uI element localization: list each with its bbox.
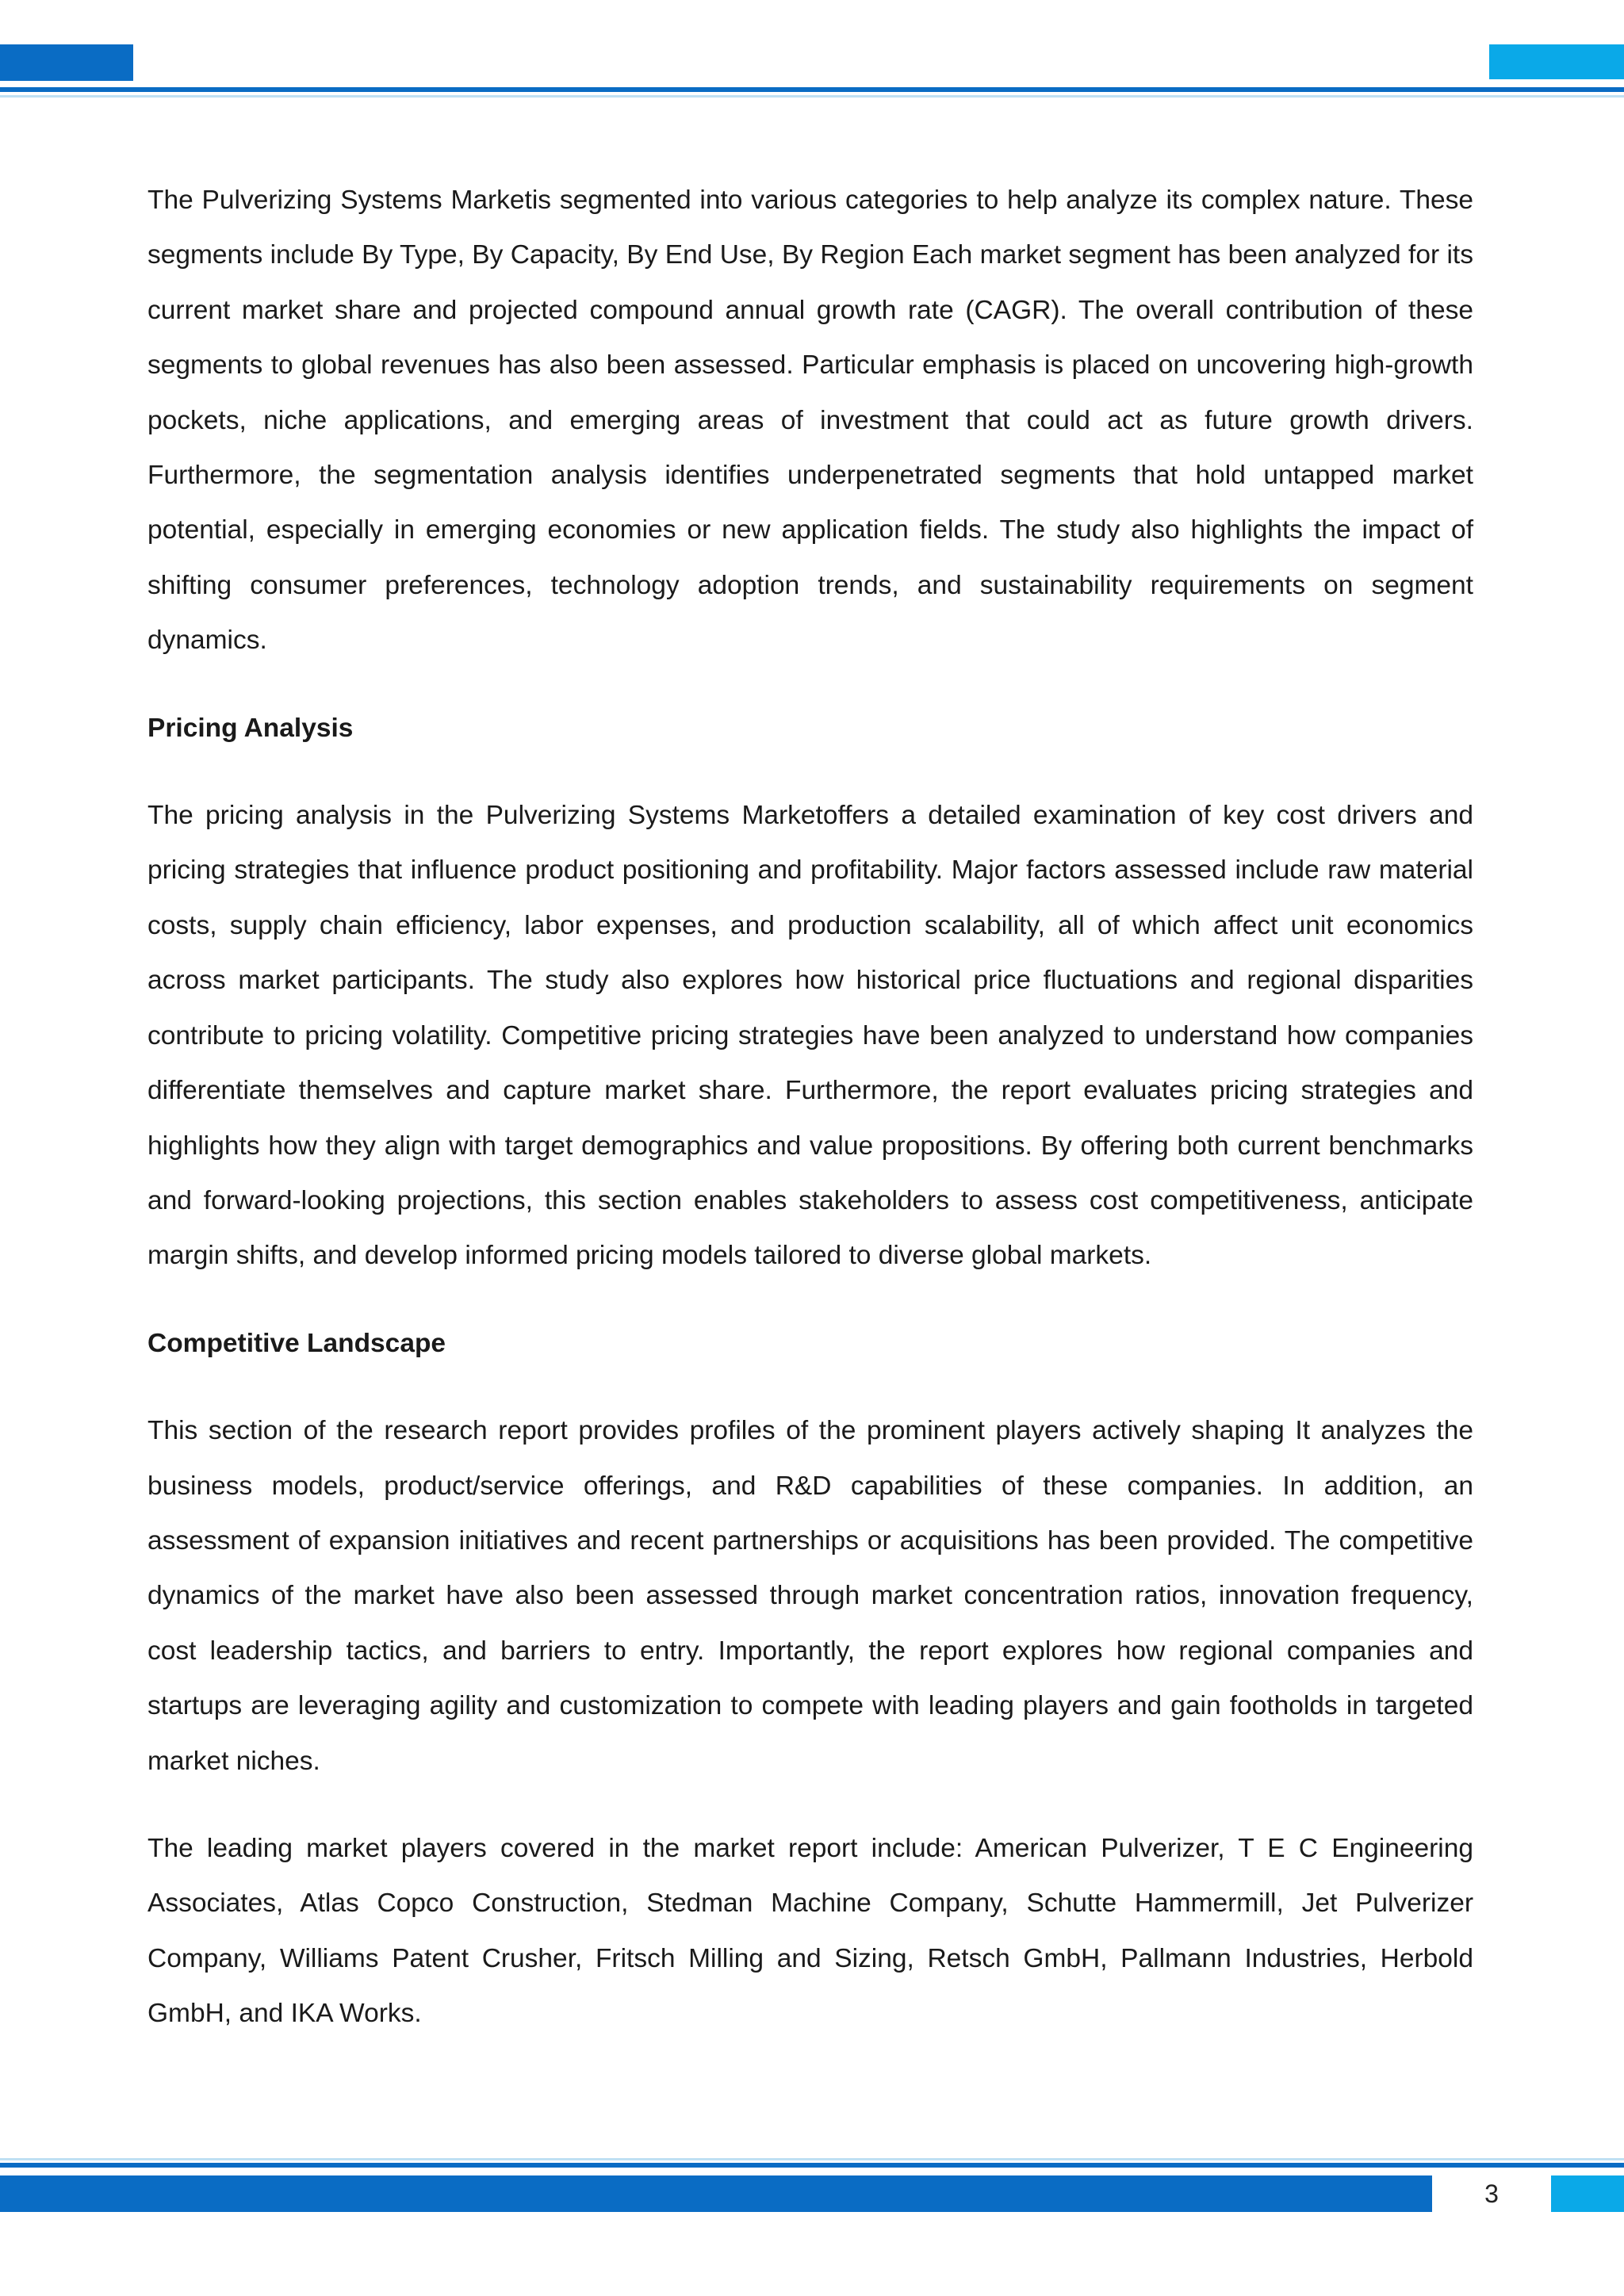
competitive-landscape-heading: Competitive Landscape [147,1328,446,1358]
header-accent-right [1489,44,1624,79]
footer-rule-light [0,2158,1624,2160]
footer-accent-right [1551,2175,1624,2212]
footer-rule [0,2163,1624,2168]
competitive-landscape-paragraph: This section of the research report provides profiles of the prominent players actively shaping It analyzes the business models, product/service offerings, and R&D capabilities of these companies. In addition, an assessment of expansion initiatives and recent partnerships or acquisitions has been provided. The competitive dynamics of the market have also been assessed through market concentration ratios, innovation frequency, cost leadership tactics, and barriers to entry. Importantly, the report explores how regional companies and startups are leveraging agility and customization to compete with leading players and gain footholds in targeted market niches. [147,1416,1473,1776]
page-number: 3 [1484,2179,1499,2208]
footer-accent-bar [0,2175,1432,2212]
pricing-analysis-heading: Pricing Analysis [147,713,354,743]
intro-paragraph: The Pulverizing Systems Marketis segmented into various categories to help analyze its complex nature. These segments include By Type, By Capacity, By End Use, By Region Each market segment has been analyzed for its current market share and projected compound annual growth rate (CAGR). The overall contribution of these segments to global revenues has also been assessed. Particular emphasis is placed on uncovering high-growth pockets, niche applications, and emerging areas of investment that could act as future growth drivers. Furthermore, the segmentation analysis identifies underpenetrated segments that hold untapped market potential, especially in emerging economies or new application fields. The study also highlights the impact of shifting consumer preferences, technology adoption trends, and sustainability requirements on segment dynamics. [147,186,1473,656]
header-rule-light [0,95,1624,98]
pricing-analysis-paragraph: The pricing analysis in the Pulverizing Systems Marketoffers a detailed examination of key cost drivers and pricing strategies that influence product positioning and profitability. Major factors assessed include raw material costs, supply chain efficiency, labor expenses, and production scalability, all of which affect unit economics across market participants. The study also explores how historical price fluctuations and regional disparities contribute to pricing volatility. Competitive pricing strategies have been analyzed to understand how companies differentiate themselves and capture market share. Furthermore, the report evaluates pricing strategies and highlights how they align with target demographics and value propositions. By offering both current benchmarks and forward-looking projections, this section enables stakeholders to assess cost competitiveness, anticipate margin shifts, and develop informed pricing models tailored to diverse global markets. [147,801,1473,1271]
header-accent-left [0,44,133,81]
header-rule [0,87,1624,92]
page-content [147,173,1473,2042]
market-players-paragraph: The leading market players covered in the market report include: American Pulverizer, T E C Engineering Associates, Atlas Copco Construction, Stedman Machine Company, Schutte Hammermill, Jet Pulverizer Company, Williams Patent Crusher, Fritsch Milling and Sizing, Retsch GmbH, Pallmann Industries, Herbold GmbH, and IKA Works. [147,1833,1473,2029]
